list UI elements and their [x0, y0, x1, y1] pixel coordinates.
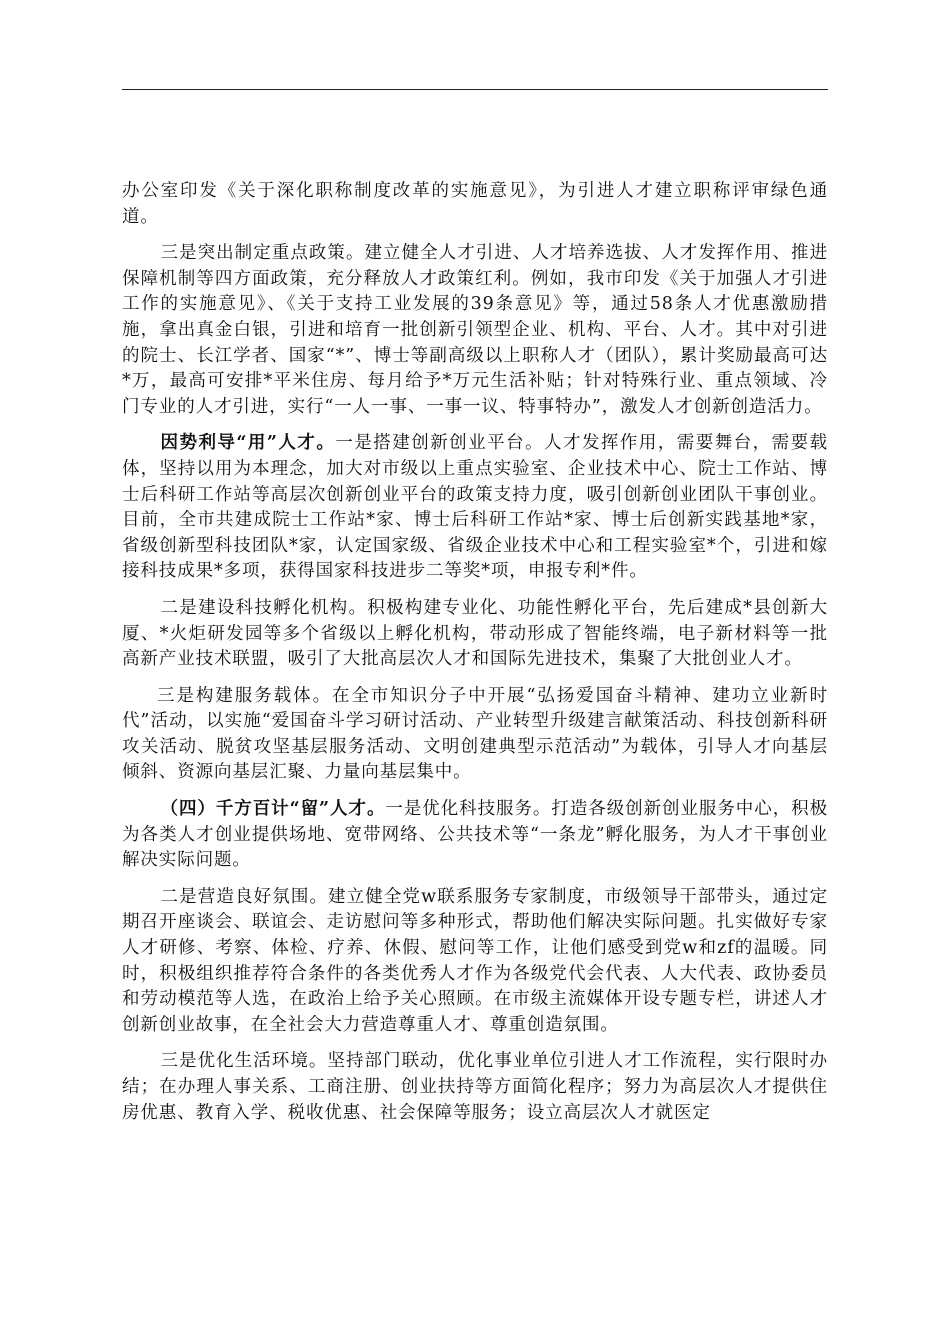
paragraph-3-heading: 因势利导“用”人才。	[160, 433, 336, 454]
paragraph-5-text: 三是构建服务载体。在全市知识分子中开展“弘扬爱国奋斗精神、建功立业新时代”活动，以实施“爱国奋斗学习研讨活动、产业转型升级建言献策活动、科技创新科研攻关活动、脱贫攻坚基层服务活动、文明创建典型示范活动”为载体，引导人才向基层倾斜、资源向基层汇聚、力量向基层集中。	[122, 685, 828, 783]
paragraph-2	[122, 241, 828, 420]
paragraph-6-heading: （四）千方百计“留”人才。	[160, 799, 386, 820]
paragraph-6-text: 一是优化科技服务。打造各级创新创业服务中心，积极为各类人才创业提供场地、宽带网络、公共技术等“一条龙”孵化服务，为人才干事创业解决实际问题。	[122, 799, 828, 871]
paragraph-8-text: 三是优化生活环境。坚持部门联动，优化事业单位引进人才工作流程，实行限时办结；在办理人事关系、工商注册、创业扶持等方面简化程序；努力为高层次人才提供住房优惠、教育入学、税收优惠、社会保障等服务；设立高层次人才就医定	[122, 1051, 828, 1123]
document-body	[122, 179, 828, 1137]
paragraph-2-text: 三是突出制定重点政策。建立健全人才引进、人才培养选拔、人才发挥作用、推进保障机制等四方面政策，充分释放人才政策红利。例如，我市印发《关于加强人才引进工作的实施意见》、《关于支持工业发展的39条意见》等，通过58条人才优惠激励措施，拿出真金白银，引进和培育一批创新引领型企业、机构、平台、人才。其中对引进的院士、长江学者、国家“*”、博士等副高级以上职称人才（团队），累计奖励最高可达*万，最高可安排*平米住房、每月给予*万元生活补贴；针对特殊行业、重点领域、冷门专业的人才引进，实行“一人一事、一事一议、特事特办”，激发人才创新创造活力。	[122, 243, 828, 417]
paragraph-7-text: 二是营造良好氛围。建立健全党w联系服务专家制度，市级领导干部带头，通过定期召开座谈会、联谊会、走访慰问等多种形式，帮助他们解决实际问题。扎实做好专家人才研修、考察、体检、疗养、休假、慰问等工作，让他们感受到党w和zf的温暖。同时，积极组织推荐符合条件的各类优秀人才作为各级党代会代表、人大代表、政协委员和劳动模范等人选，在政治上给予关心照顾。在市级主流媒体开设专题专栏，讲述人才创新创业故事，在全社会大力营造尊重人才、尊重创造氛围。	[122, 886, 828, 1035]
paragraph-8	[122, 1049, 828, 1126]
paragraph-1-text: 办公室印发《关于深化职称制度改革的实施意见》，为引进人才建立职称评审绿色通道。	[122, 181, 828, 227]
paragraph-5	[122, 684, 828, 786]
header-rule	[122, 89, 828, 90]
paragraph-7	[122, 885, 828, 1039]
paragraph-1	[122, 179, 828, 230]
paragraph-3	[122, 431, 828, 585]
paragraph-6	[122, 797, 828, 874]
paragraph-3-text: 一是搭建创新创业平台。人才发挥作用，需要舞台，需要载体，坚持以用为本理念，加大对市级以上重点实验室、企业技术中心、院士工作站、博士后科研工作站等高层次创新创业平台的政策支持力度，吸引创新创业团队干事创业。目前，全市共建成院士工作站*家、博士后科研工作站*家、博士后创新实践基地*家，省级创新型科技团队*家，认定国家级、省级企业技术中心和工程实验室*个，引进和嫁接科技成果*多项，获得国家科技进步二等奖*项，申报专利*件。	[122, 433, 828, 582]
paragraph-4	[122, 596, 828, 673]
paragraph-4-text: 二是建设科技孵化机构。积极构建专业化、功能性孵化平台，先后建成*县创新大厦、*火炬研发园等多个省级以上孵化机构，带动形成了智能终端，电子新材料等一批高新产业技术联盟，吸引了大批高层次人才和国际先进技术，集聚了大批创业人才。	[122, 597, 828, 670]
